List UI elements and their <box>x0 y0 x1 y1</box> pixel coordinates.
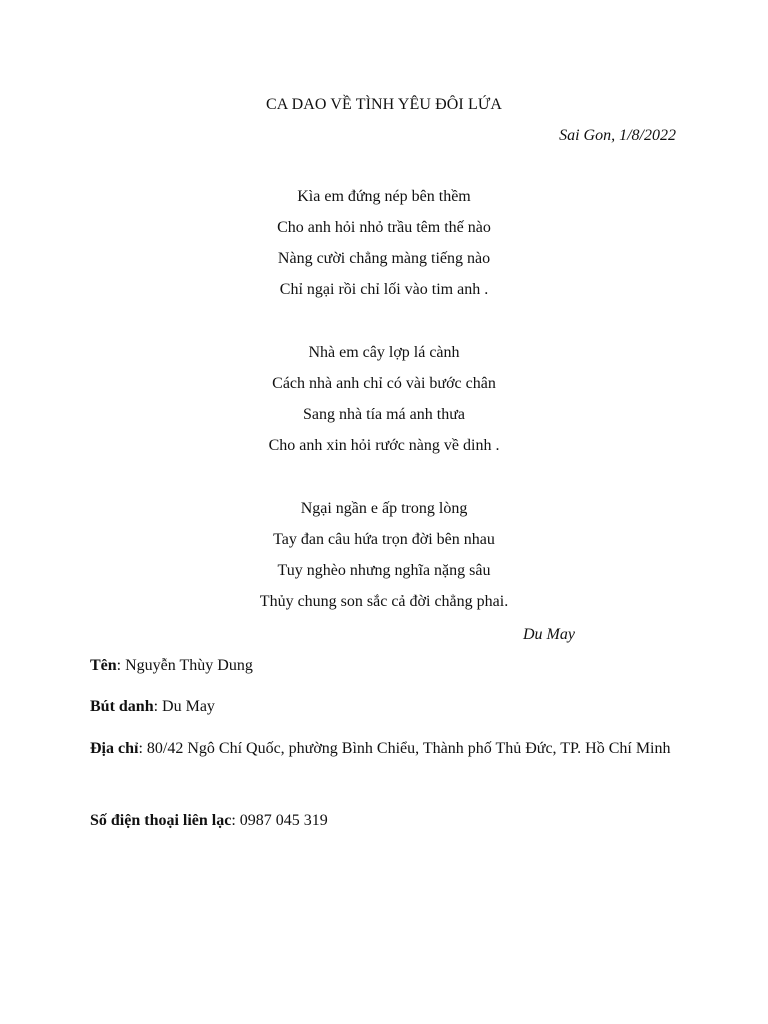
info-name <box>90 650 680 681</box>
name-label: Tên <box>90 657 117 674</box>
stanza-1 <box>0 186 768 310</box>
poem-line: Nàng cười chẳng màng tiếng nào <box>277 250 491 267</box>
dateline: Sai Gon, 1/8/2022 <box>559 127 676 144</box>
info-address <box>90 733 680 764</box>
poem-line: Nhà em cây lợp lá cành <box>308 344 460 361</box>
phone-label: Số điện thoại liên lạc <box>90 812 232 829</box>
pen-name-label: Bút danh <box>90 698 154 715</box>
poem-line: Cho anh hỏi nhỏ trầu têm thế nào <box>277 219 491 236</box>
poem-line: Chỉ ngại rồi chỉ lối vào tim anh . <box>279 281 489 298</box>
poem-line: Ngại ngần e ấp trong lòng <box>300 500 468 517</box>
signature: Du May <box>523 626 575 643</box>
poem-line: Tay đan câu hứa trọn đời bên nhau <box>273 531 495 548</box>
stanza-3 <box>0 498 768 622</box>
address-label: Địa chỉ <box>90 740 139 757</box>
name-value: : Nguyễn Thùy Dung <box>116 657 253 674</box>
poem-line: Cho anh xin hỏi rước nàng về dinh . <box>268 437 500 454</box>
info-pen-name <box>90 691 680 722</box>
phone-value: : 0987 045 319 <box>231 812 328 829</box>
info-phone <box>90 805 680 836</box>
stanza-2 <box>0 342 768 466</box>
poem-line: Kìa em đứng nép bên thềm <box>297 188 471 205</box>
poem-line: Tuy nghèo nhưng nghĩa nặng sâu <box>277 562 491 579</box>
poem-line: Thủy chung son sắc cả đời chẳng phai. <box>259 593 509 610</box>
poem-title: CA DAO VỀ TÌNH YÊU ĐÔI LỨA <box>265 96 503 113</box>
poem-line: Sang nhà tía má anh thưa <box>303 406 465 423</box>
pen-name-value: : Du May <box>153 698 215 715</box>
address-value: : 80/42 Ngô Chí Quốc, phường Bình Chiểu, Thành phố Thủ Đức, TP. Hồ Chí Minh <box>138 740 671 757</box>
poem-line: Cách nhà anh chỉ có vài bước chân <box>272 375 496 392</box>
